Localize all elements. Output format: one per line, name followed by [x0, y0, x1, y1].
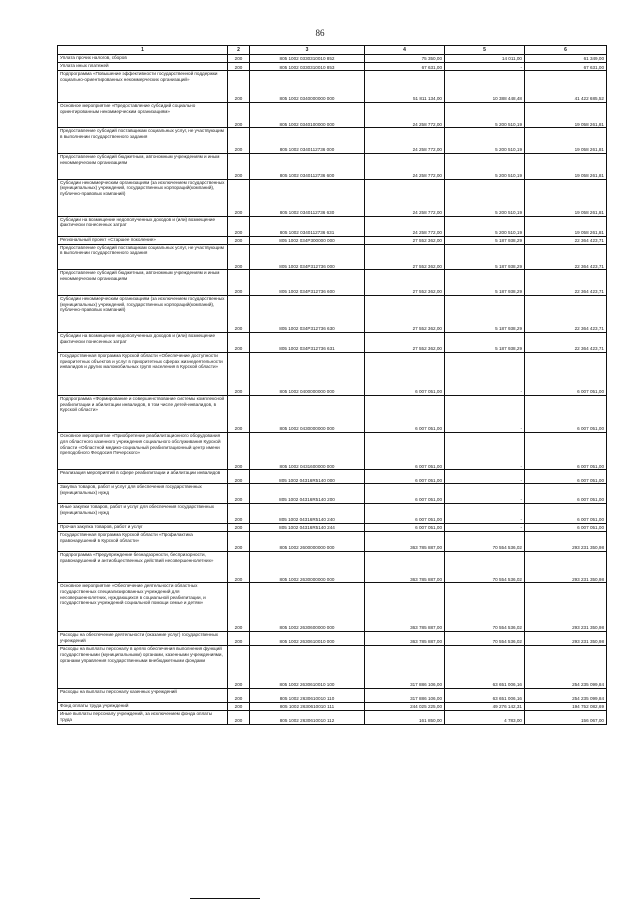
row-value-col6: 6 007 051,00	[525, 504, 607, 524]
row-code: 200	[228, 352, 250, 395]
row-value-col4: 27 552 362,00	[365, 270, 445, 296]
table-row	[58, 244, 607, 270]
table-row	[58, 216, 607, 236]
table-row	[58, 711, 607, 725]
row-code: 200	[228, 523, 250, 531]
row-name: Предоставление субсидий бюджетным, автономным учреждениям и иным некоммерческим организациям	[58, 270, 228, 296]
row-classification-code: 805 1002 034P300000 000	[250, 236, 365, 244]
table-row	[58, 646, 607, 689]
row-value-col4: 6 007 051,00	[365, 484, 445, 504]
row-value-col4: 6 007 051,00	[365, 523, 445, 531]
column-number: 6	[525, 46, 607, 55]
table-row	[58, 504, 607, 524]
row-value-col4: 75 350,00	[365, 55, 445, 63]
row-classification-code: 805 1002 0430000000 000	[250, 395, 365, 432]
row-value-col5: 63 651 006,16	[445, 689, 525, 703]
row-code: 200	[228, 63, 250, 71]
row-classification-code: 805 1002 0340100000 000	[250, 102, 365, 128]
row-classification-code: 805 1002 0340000000 000	[250, 71, 365, 102]
table-row	[58, 395, 607, 432]
row-code: 200	[228, 504, 250, 524]
row-value-col5: -	[445, 395, 525, 432]
row-code: 200	[228, 484, 250, 504]
row-value-col6: 22 364 423,71	[525, 270, 607, 296]
row-code: 200	[228, 71, 250, 102]
row-value-col6: 156 067,00	[525, 711, 607, 725]
table-row	[58, 532, 607, 552]
row-code: 200	[228, 583, 250, 632]
row-value-col6: 293 231 350,98	[525, 632, 607, 646]
row-value-col5: -	[445, 484, 525, 504]
column-number: 1	[58, 46, 228, 55]
row-value-col6: 6 007 051,00	[525, 433, 607, 470]
row-name: Основное мероприятие «Обеспечение деятельности областных государственных специализированных учреждений для несовершеннолетних, нуждающихся в социальной реабилитации, и государственных учреждений социальной помощи семье и детям»	[58, 583, 228, 632]
row-value-col6: 6 007 051,00	[525, 352, 607, 395]
row-value-col5: 5 200 510,19	[445, 153, 525, 179]
table-row	[58, 270, 607, 296]
row-classification-code: 805 1002 2600000000 000	[250, 532, 365, 552]
row-classification-code: 805 1002 2630000000 000	[250, 551, 365, 582]
row-code: 200	[228, 703, 250, 711]
row-value-col5: 5 187 938,29	[445, 244, 525, 270]
row-classification-code: 805 1002 0431600000 000	[250, 433, 365, 470]
row-value-col4: 6 007 051,00	[365, 352, 445, 395]
row-value-col5: -	[445, 504, 525, 524]
row-value-col6: 6 007 051,00	[525, 470, 607, 484]
row-value-col5: 5 200 510,19	[445, 216, 525, 236]
row-classification-code: 805 1002 0340112736 000	[250, 128, 365, 154]
row-code: 200	[228, 646, 250, 689]
row-code: 200	[228, 236, 250, 244]
row-value-col5: 5 187 938,29	[445, 333, 525, 353]
row-value-col6: 41 422 685,52	[525, 71, 607, 102]
row-value-col6: 6 007 051,00	[525, 523, 607, 531]
row-value-col6: 293 231 350,98	[525, 551, 607, 582]
row-value-col4: 6 007 051,00	[365, 470, 445, 484]
table-row	[58, 153, 607, 179]
row-value-col6: 22 364 423,71	[525, 295, 607, 332]
row-code: 200	[228, 55, 250, 63]
row-classification-code: 805 1002 0330310010 852	[250, 55, 365, 63]
row-value-col6: 19 058 261,81	[525, 153, 607, 179]
row-classification-code: 805 1002 2630610010 110	[250, 689, 365, 703]
row-code: 200	[228, 632, 250, 646]
row-code: 200	[228, 270, 250, 296]
row-classification-code: 805 1002 04316R5140 000	[250, 470, 365, 484]
row-name: Субсидии некоммерческим организациям (за исключением государственных (муниципальных) учреждений, государственных корпораций(компаний), публично-правовых компаний)	[58, 179, 228, 216]
row-name: Государственная программа Курской области «Профилактика правонарушений в Курской области»	[58, 532, 228, 552]
row-name: Закупка товаров, работ и услуг для обеспечения государственных (муниципальных) нужд	[58, 484, 228, 504]
row-code: 200	[228, 153, 250, 179]
row-value-col4: 363 785 887,00	[365, 632, 445, 646]
row-value-col6: 19 058 261,81	[525, 102, 607, 128]
row-code: 200	[228, 395, 250, 432]
row-value-col5: -	[445, 433, 525, 470]
row-value-col4: 24 258 772,00	[365, 102, 445, 128]
row-classification-code: 805 1002 0340112736 630	[250, 179, 365, 216]
row-value-col4: 317 886 106,00	[365, 646, 445, 689]
row-value-col5: 5 200 510,19	[445, 179, 525, 216]
row-value-col5: 5 187 938,29	[445, 270, 525, 296]
row-name: Предоставление субсидий поставщикам социальных услуг, не участвующим в выполнении государственного задания	[58, 244, 228, 270]
row-value-col5: 5 187 938,29	[445, 236, 525, 244]
row-name: Основное мероприятие «Предоставление субсидий социально ориентированным некоммерческим организациям»	[58, 102, 228, 128]
row-name: Расходы на выплаты персоналу в целях обеспечения выполнения функций государственными (муниципальными) органами, казенными учреждениями, органами управления государственными внебюджетными фондами	[58, 646, 228, 689]
row-value-col5: 10 388 448,48	[445, 71, 525, 102]
table-row	[58, 632, 607, 646]
column-number-row	[58, 46, 607, 55]
row-code: 200	[228, 333, 250, 353]
row-classification-code: 805 1002 034P312736 600	[250, 270, 365, 296]
row-value-col4: 27 552 362,00	[365, 236, 445, 244]
row-value-col5: 5 200 510,19	[445, 102, 525, 128]
table-row	[58, 333, 607, 353]
row-name: Предоставление субсидий бюджетным, автономным учреждениям и иным некоммерческим организациям	[58, 153, 228, 179]
row-value-col4: 51 811 134,00	[365, 71, 445, 102]
table-row	[58, 102, 607, 128]
row-classification-code: 805 1002 0330310010 853	[250, 63, 365, 71]
row-classification-code: 805 1002 0400000000 000	[250, 352, 365, 395]
row-value-col4: 24 258 772,00	[365, 153, 445, 179]
table-row	[58, 179, 607, 216]
table-row	[58, 583, 607, 632]
row-value-col5: 5 187 938,29	[445, 295, 525, 332]
row-value-col4: 24 258 772,00	[365, 216, 445, 236]
row-value-col6: 19 058 261,81	[525, 216, 607, 236]
row-value-col6: 61 349,00	[525, 55, 607, 63]
row-code: 200	[228, 433, 250, 470]
row-classification-code: 805 1002 034P312736 631	[250, 333, 365, 353]
row-name: Региональный проект «Старшее поколение»	[58, 236, 228, 244]
row-value-col6: 293 231 350,98	[525, 532, 607, 552]
row-value-col4: 363 785 887,00	[365, 551, 445, 582]
row-code: 200	[228, 532, 250, 552]
row-value-col6: 6 007 051,00	[525, 395, 607, 432]
row-value-col5: -	[445, 523, 525, 531]
row-value-col6: 19 058 261,81	[525, 179, 607, 216]
table-row	[58, 236, 607, 244]
row-name: Подпрограмма «Повышение эффективности государственной поддержки социально-ориентированных некоммерческих организаций»	[58, 71, 228, 102]
row-name: Фонд оплаты труда учреждений	[58, 703, 228, 711]
row-value-col4: 24 258 772,00	[365, 179, 445, 216]
row-value-col4: 6 007 051,00	[365, 395, 445, 432]
row-classification-code: 805 1002 04316R5140 244	[250, 523, 365, 531]
row-code: 200	[228, 216, 250, 236]
table-row	[58, 470, 607, 484]
row-value-col4: 27 552 362,00	[365, 333, 445, 353]
row-classification-code: 805 1002 04316R5140 240	[250, 504, 365, 524]
table-row	[58, 551, 607, 582]
row-value-col6: 254 235 099,84	[525, 689, 607, 703]
row-code: 200	[228, 689, 250, 703]
bottom-rule	[190, 898, 260, 899]
row-value-col5: 49 276 142,31	[445, 703, 525, 711]
row-value-col5: 63 651 006,16	[445, 646, 525, 689]
row-classification-code: 805 1002 2630610010 112	[250, 711, 365, 725]
row-value-col5: 4 783,00	[445, 711, 525, 725]
row-value-col5: -	[445, 470, 525, 484]
row-value-col4: 67 631,00	[365, 63, 445, 71]
row-classification-code: 805 1002 2630610010 000	[250, 632, 365, 646]
row-value-col5: -	[445, 352, 525, 395]
row-name: Иные закупки товаров, работ и услуг для обеспечения государственных (муниципальных) нужд	[58, 504, 228, 524]
row-value-col4: 6 007 051,00	[365, 433, 445, 470]
row-value-col5: -	[445, 63, 525, 71]
row-name: Расходы на выплаты персоналу казенных учреждений	[58, 689, 228, 703]
row-code: 200	[228, 128, 250, 154]
row-value-col4: 24 258 772,00	[365, 128, 445, 154]
row-name: Иные выплаты персоналу учреждений, за исключением фонда оплаты труда	[58, 711, 228, 725]
row-value-col4: 27 552 362,00	[365, 244, 445, 270]
row-name: Уплата прочих налогов, сборов	[58, 55, 228, 63]
row-classification-code: 805 1002 034P312736 630	[250, 295, 365, 332]
column-number: 5	[445, 46, 525, 55]
row-code: 200	[228, 295, 250, 332]
row-classification-code: 805 1002 034P312736 000	[250, 244, 365, 270]
row-value-col6: 293 231 350,98	[525, 583, 607, 632]
table-row	[58, 128, 607, 154]
column-number: 2	[228, 46, 250, 55]
row-value-col4: 317 886 106,00	[365, 689, 445, 703]
table-row	[58, 352, 607, 395]
row-classification-code: 805 1002 04316R5140 200	[250, 484, 365, 504]
row-value-col6: 194 752 082,69	[525, 703, 607, 711]
table-row	[58, 295, 607, 332]
table-body	[58, 55, 607, 725]
row-code: 200	[228, 470, 250, 484]
row-name: Реализация мероприятий в сфере реабилитации и абилитации инвалидов	[58, 470, 228, 484]
row-value-col5: 70 554 536,02	[445, 632, 525, 646]
row-name: Прочая закупка товаров, работ и услуг	[58, 523, 228, 531]
row-value-col4: 244 025 225,00	[365, 703, 445, 711]
row-name: Государственная программа Курской области «Обеспечение доступности приоритетных объектов и услуг в приоритетных сферах жизнедеятельности инвалидов и других маломобильных групп населения в Курской области»	[58, 352, 228, 395]
row-name: Подпрограмма «Формирование и совершенствование системы комплексной реабилитации и абилитации инвалидов, в том числе детей-инвалидов, в Курской области»	[58, 395, 228, 432]
row-name: Уплата иных платежей	[58, 63, 228, 71]
row-name: Основное мероприятие «Приобретение реабилитационного оборудования для областного казенного учреждения социального обслуживания Курской области «Областной медико-социальный реабилитационный центр имени преподобного Феодосия Печерского»	[58, 433, 228, 470]
row-name: Субсидии некоммерческим организациям (за исключением государственных (муниципальных) учреждений, государственных корпораций(компаний), публично-правовых компаний)	[58, 295, 228, 332]
row-code: 200	[228, 179, 250, 216]
row-value-col4: 161 850,00	[365, 711, 445, 725]
table-row	[58, 523, 607, 531]
row-classification-code: 805 1002 0340112736 600	[250, 153, 365, 179]
row-code: 200	[228, 551, 250, 582]
row-value-col6: 22 364 423,71	[525, 333, 607, 353]
table-row	[58, 703, 607, 711]
row-code: 200	[228, 102, 250, 128]
table-row	[58, 55, 607, 63]
row-value-col5: 70 554 536,02	[445, 583, 525, 632]
row-value-col5: 5 200 510,19	[445, 128, 525, 154]
row-value-col5: 70 554 536,02	[445, 532, 525, 552]
row-classification-code: 805 1002 0340112736 631	[250, 216, 365, 236]
row-name: Предоставление субсидий поставщикам социальных услуг, не участвующим в выполнении государственного задания	[58, 128, 228, 154]
row-value-col5: 14 011,00	[445, 55, 525, 63]
row-value-col5: 70 554 536,02	[445, 551, 525, 582]
table-row	[58, 433, 607, 470]
table-row	[58, 63, 607, 71]
column-number: 3	[250, 46, 365, 55]
row-classification-code: 805 1002 2630600000 000	[250, 583, 365, 632]
row-value-col4: 6 007 051,00	[365, 504, 445, 524]
table-row	[58, 484, 607, 504]
row-classification-code: 805 1002 2630610010 111	[250, 703, 365, 711]
row-code: 200	[228, 244, 250, 270]
row-value-col4: 27 552 362,00	[365, 295, 445, 332]
row-value-col6: 67 631,00	[525, 63, 607, 71]
row-value-col6: 6 007 051,00	[525, 484, 607, 504]
table-row	[58, 71, 607, 102]
column-number: 4	[365, 46, 445, 55]
row-value-col4: 363 785 887,00	[365, 532, 445, 552]
page-number: 86	[315, 28, 325, 38]
row-name: Субсидии на возмещение недополученных доходов и (или) возмещение фактически понесенных затрат	[58, 216, 228, 236]
table-row	[58, 689, 607, 703]
row-code: 200	[228, 711, 250, 725]
row-value-col6: 19 058 261,81	[525, 128, 607, 154]
row-name: Подпрограмма «Предупреждение безнадзорности, беспризорности, правонарушений и антиобщественных действий несовершеннолетних»	[58, 551, 228, 582]
row-value-col6: 22 364 423,71	[525, 244, 607, 270]
row-classification-code: 805 1002 2630610010 100	[250, 646, 365, 689]
row-value-col4: 363 785 887,00	[365, 583, 445, 632]
row-value-col6: 254 235 099,84	[525, 646, 607, 689]
budget-table	[57, 45, 607, 725]
row-value-col6: 22 364 423,71	[525, 236, 607, 244]
row-name: Субсидии на возмещение недополученных доходов и (или) возмещение фактически понесенных затрат	[58, 333, 228, 353]
row-name: Расходы на обеспечение деятельности (оказание услуг) государственных учреждений	[58, 632, 228, 646]
